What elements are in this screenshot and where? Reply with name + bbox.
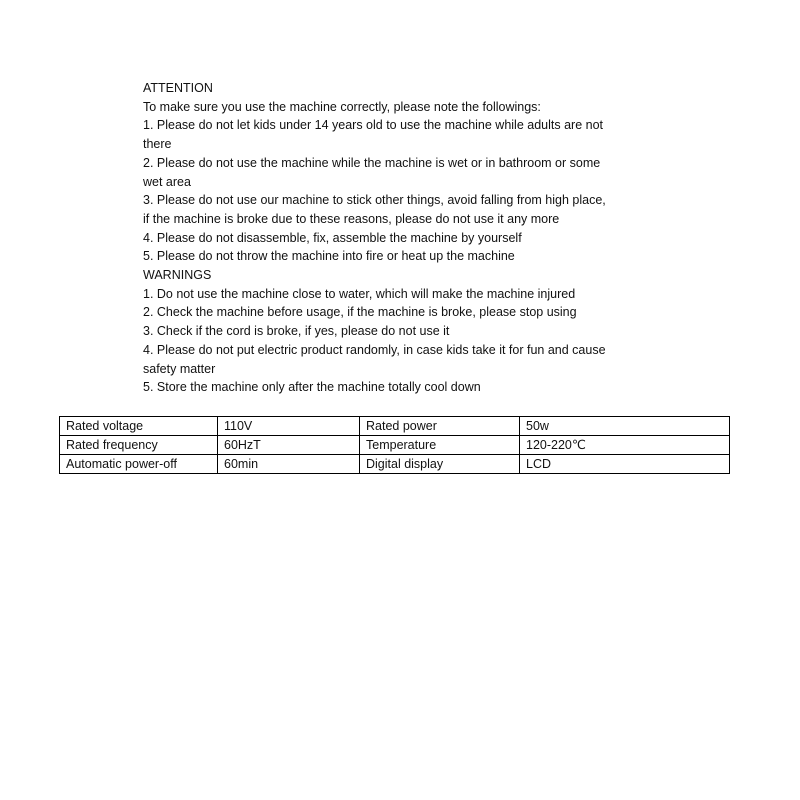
warnings-line: 2. Check the machine before usage, if the machine is broke, please stop using: [143, 305, 577, 320]
warnings-heading: WARNINGS: [143, 268, 212, 283]
spec-label: Automatic power-off: [60, 455, 218, 474]
spec-value: 120-220℃: [520, 436, 730, 455]
table-row: [60, 436, 730, 455]
warnings-line: 3. Check if the cord is broke, if yes, please do not use it: [143, 324, 450, 339]
attention-line: there: [143, 137, 172, 152]
spec-value: 50w: [520, 417, 730, 436]
warnings-line: 1. Do not use the machine close to water, which will make the machine injured: [143, 286, 576, 301]
table-row: [60, 455, 730, 474]
spec-label: Digital display: [360, 455, 520, 474]
attention-line: if the machine is broke due to these reasons, please do not use it any more: [143, 211, 560, 226]
attention-line: 5. Please do not throw the machine into fire or heat up the machine: [143, 249, 515, 264]
attention-line: 1. Please do not let kids under 14 years old to use the machine while adults are not: [143, 118, 604, 133]
attention-line: 3. Please do not use our machine to stick other things, avoid falling from high place,: [143, 193, 606, 208]
warnings-line: 4. Please do not put electric product randomly, in case kids take it for fun and cause: [143, 342, 606, 357]
safety-notice: [143, 79, 663, 397]
warnings-line: safety matter: [143, 361, 216, 376]
table-row: [60, 417, 730, 436]
attention-line: 2. Please do not use the machine while the machine is wet or in bathroom or some: [143, 155, 601, 170]
spec-label: Rated voltage: [60, 417, 218, 436]
spec-value: 110V: [218, 417, 360, 436]
attention-intro: To make sure you use the machine correctly, please note the followings:: [143, 99, 541, 114]
spec-label: Rated frequency: [60, 436, 218, 455]
spec-table: [59, 416, 730, 474]
spec-label: Temperature: [360, 436, 520, 455]
spec-value: LCD: [520, 455, 730, 474]
attention-line: wet area: [143, 174, 191, 189]
spec-label: Rated power: [360, 417, 520, 436]
warnings-line: 5. Store the machine only after the machine totally cool down: [143, 380, 481, 395]
spec-value: 60min: [218, 455, 360, 474]
attention-heading: ATTENTION: [143, 81, 213, 95]
spec-value: 60HzT: [218, 436, 360, 455]
attention-line: 4. Please do not disassemble, fix, assemble the machine by yourself: [143, 230, 522, 245]
